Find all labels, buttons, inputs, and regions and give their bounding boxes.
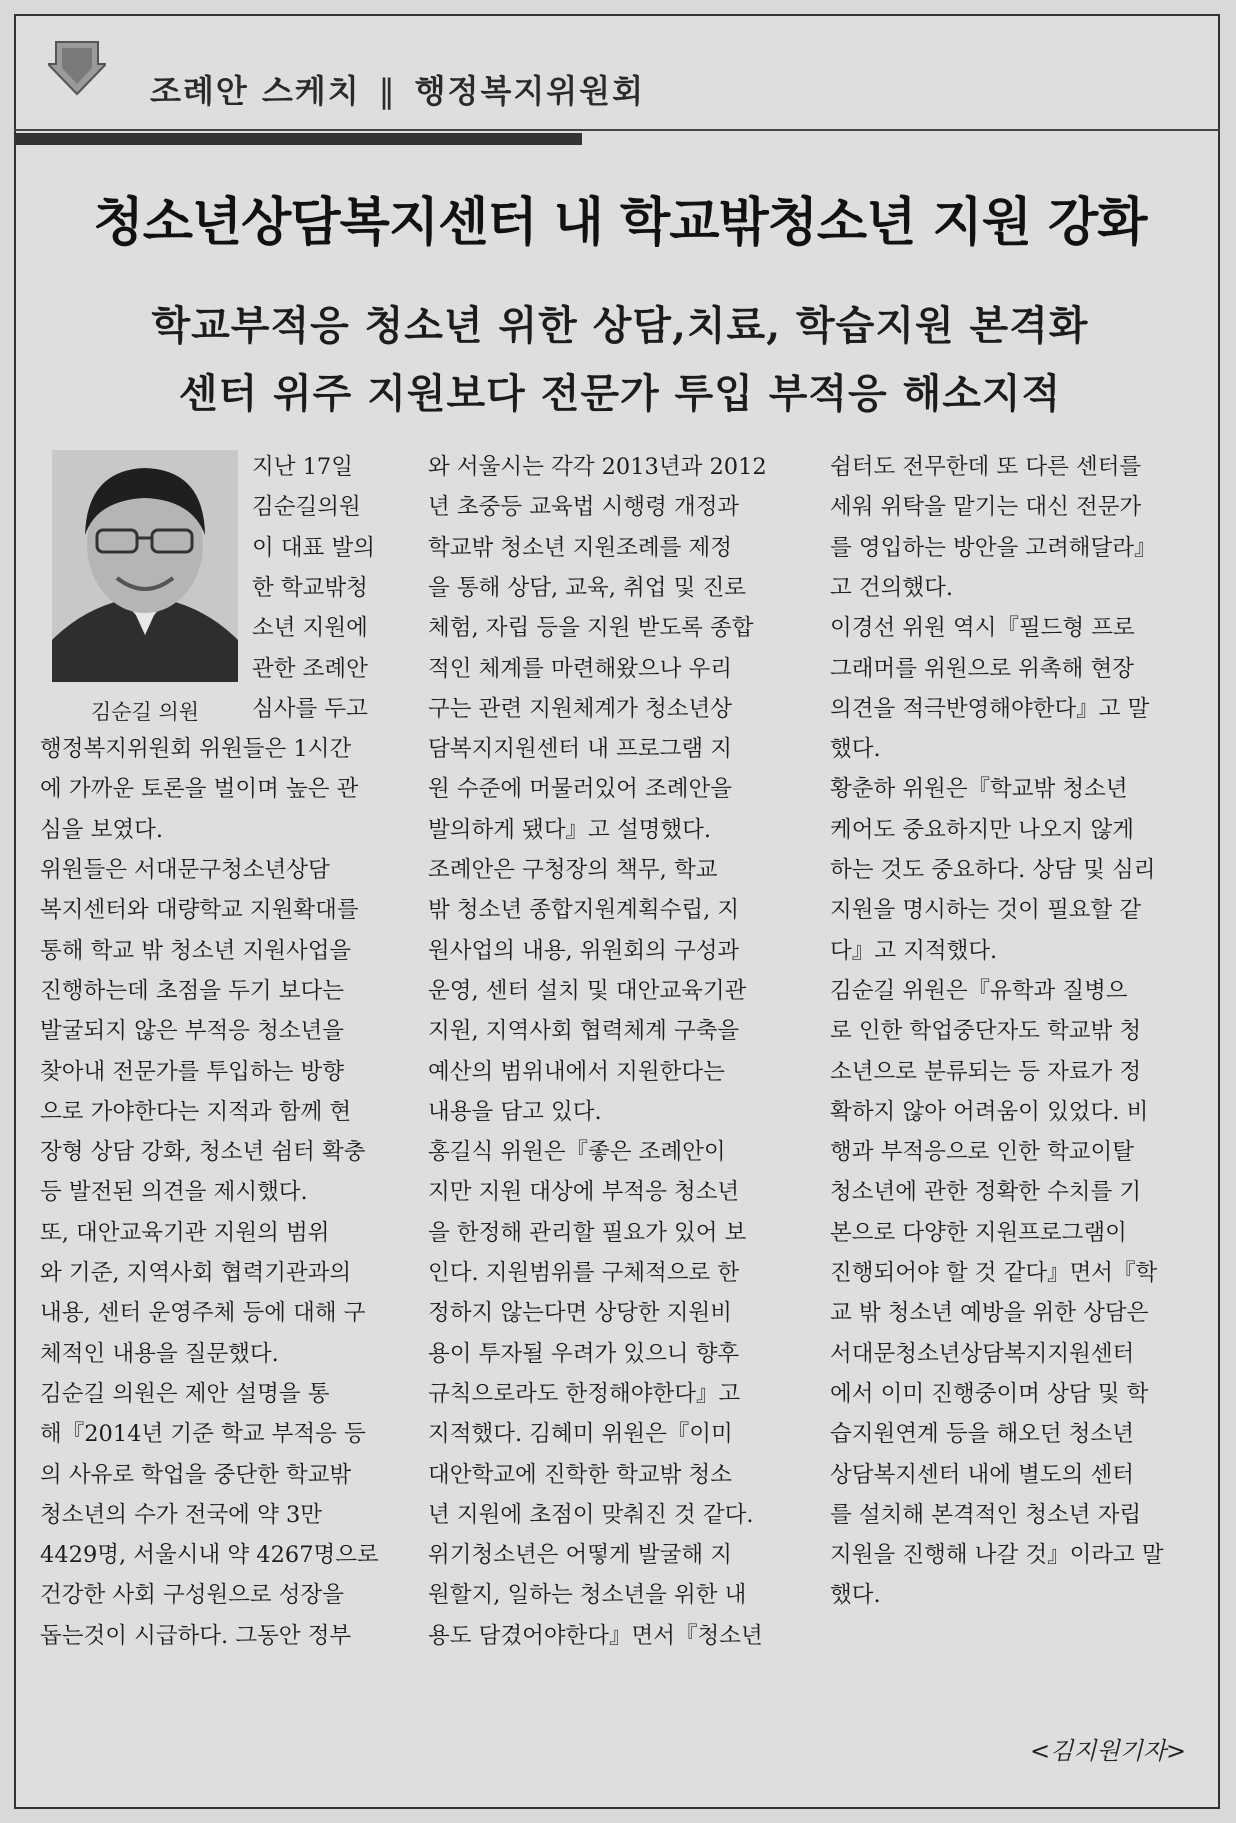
column-3-line: 쉼터도 전무한데 또 다른 센터를 xyxy=(830,454,1142,480)
subhead-2: 센터 위주 지원보다 전문가 투입 부적응 해소지적 xyxy=(178,370,1062,417)
column-2-line: 와 서울시는 각각 2013년과 2012 xyxy=(428,454,767,480)
column-3-line: 다』고 지적했다. xyxy=(830,937,998,964)
column-2-line: 규칙으로라도 한정해야한다』고 xyxy=(428,1380,741,1407)
column-1-line: 한 학교밖청 xyxy=(252,574,368,601)
column-2-line: 용도 담겼어야한다』면서『청소년 xyxy=(428,1622,763,1649)
column-1-line: 관한 조례안 xyxy=(252,655,368,682)
column-3-line: 했다. xyxy=(830,1582,881,1609)
column-2-line: 지원, 지역사회 협력체계 구축을 xyxy=(428,1018,740,1045)
column-3-line: 케어도 중요하지만 나오지 않게 xyxy=(830,816,1135,843)
column-1-line: 돕는것이 시급하다. 그동안 정부 xyxy=(40,1622,352,1649)
column-2-line: 위기청소년은 어떻게 발굴해 지 xyxy=(428,1542,733,1569)
column-1-line: 와 기준, 지역사회 협력기관과의 xyxy=(40,1260,352,1286)
column-1-line: 건강한 사회 구성원으로 성장을 xyxy=(40,1582,345,1609)
column-3-line: 를 설치해 본격적인 청소년 자립 xyxy=(830,1501,1142,1528)
column-1-line: 장형 상담 강화, 청소년 쉼터 확충 xyxy=(40,1139,366,1166)
column-1-line: 이 대표 발의 xyxy=(252,534,375,561)
column-3-line: 진행되어야 할 것 같다』면서『학 xyxy=(830,1260,1158,1286)
column-2-line: 운영, 센터 설치 및 대안교육기관 xyxy=(428,977,747,1004)
column-3-line: 김순길 위원은『유학과 질병으 xyxy=(830,977,1128,1004)
column-3-line: 소년으로 분류되는 등 자료가 정 xyxy=(830,1058,1142,1085)
column-1-line: 또, 대안교육기관 지원의 범위 xyxy=(40,1219,330,1246)
column-3-line: 확하지 않아 어려움이 있었다. 비 xyxy=(830,1098,1149,1125)
column-3-line: 하는 것도 중요하다. 상담 및 심리 xyxy=(830,857,1156,883)
column-1-line: 심을 보였다. xyxy=(40,816,163,843)
column-2-line: 체험, 자립 등을 지원 받도록 종합 xyxy=(428,615,754,642)
column-1-line: 김순길 의원은 제안 설명을 통 xyxy=(40,1380,330,1407)
column-2-line: 원할지, 일하는 청소년을 위한 내 xyxy=(428,1582,747,1609)
column-2-line: 지만 지원 대상에 부적응 청소년 xyxy=(428,1179,740,1206)
column-2-line: 예산의 범위내에서 지원한다는 xyxy=(428,1058,725,1085)
column-2-line: 홍길식 위원은『좋은 조례안이 xyxy=(428,1139,726,1166)
column-1-line: 내용, 센터 운영주체 등에 대해 구 xyxy=(40,1300,366,1327)
column-1-line: 진행하는데 초점을 두기 보다는 xyxy=(40,977,345,1004)
column-1-line: 으로 가야한다는 지적과 함께 현 xyxy=(40,1098,352,1125)
column-1-line: 통해 학교 밖 청소년 지원사업을 xyxy=(40,937,352,964)
column-2-line: 적인 체계를 마련해왔으나 우리 xyxy=(428,655,733,682)
column-3-line: 로 인한 학업중단자도 학교밖 청 xyxy=(830,1018,1142,1045)
column-2-line: 원사업의 내용, 위원회의 구성과 xyxy=(428,937,740,964)
column-3-line: 했다. xyxy=(830,736,881,763)
column-3-line: 지원을 진행해 나갈 것』이라고 말 xyxy=(830,1542,1164,1569)
section-label: 조례안 스케치 xyxy=(150,72,361,110)
column-2-line: 내용을 담고 있다. xyxy=(428,1098,602,1125)
column-2-line: 을 통해 상담, 교육, 취업 및 진로 xyxy=(428,574,747,601)
column-1-line: 의 사유로 학업을 중단한 학교밖 xyxy=(40,1461,352,1488)
headline: 청소년상담복지센터 내 학교밖청소년 지원 강화 xyxy=(93,193,1147,253)
column-3-line: 그래머를 위원으로 위촉해 현장 xyxy=(830,655,1135,682)
column-3-line: 의견을 적극반영해야한다』고 말 xyxy=(830,695,1150,722)
column-2-line: 담복지지원센터 내 프로그램 지 xyxy=(428,736,733,763)
column-1-line: 지난 17일 xyxy=(252,454,353,480)
column-2-line: 용이 투자될 우려가 있으니 향후 xyxy=(428,1340,740,1367)
column-1-line: 해『2014년 기준 학교 부적응 등 xyxy=(40,1421,366,1448)
byline: <김지원기자> xyxy=(1030,1737,1187,1765)
column-2-line: 밖 청소년 종합지원계획수립, 지 xyxy=(428,897,740,924)
committee-label: 행정복지위원회 xyxy=(414,72,646,110)
column-3-line: 이경선 위원 역시『필드형 프로 xyxy=(830,615,1135,642)
column-1-line: 발굴되지 않은 부적응 청소년을 xyxy=(40,1018,345,1045)
section-header xyxy=(150,66,645,112)
column-3-line: 세워 위탁을 맡기는 대신 전문가 xyxy=(830,494,1142,521)
column-1-line: 복지센터와 대량학교 지원확대를 xyxy=(40,897,359,924)
column-1-line: 소년 지원에 xyxy=(252,615,368,642)
header-bar xyxy=(14,133,582,145)
column-2-line: 대안학교에 진학한 학교밖 청소 xyxy=(428,1461,733,1488)
column-3-line: 행과 부적응으로 인한 학교이탈 xyxy=(830,1139,1135,1166)
column-3-line: 에서 이미 진행중이며 상담 및 학 xyxy=(830,1380,1149,1407)
column-1-line: 행정복지위원회 위원들은 1시간 xyxy=(40,736,352,763)
subhead-1: 학교부적응 청소년 위한 상담,치료, 학습지원 본격화 xyxy=(151,302,1089,349)
column-2-line: 인다. 지원범위를 구체적으로 한 xyxy=(428,1260,740,1286)
column-3-line: 습지원연계 등을 해오던 청소년 xyxy=(830,1421,1135,1448)
column-3-line: 서대문청소년상담복지지원센터 xyxy=(830,1340,1135,1367)
column-1-line: 위원들은 서대문구청소년상담 xyxy=(40,857,330,883)
column-2-line: 원 수준에 머물러있어 조례안을 xyxy=(428,776,733,803)
column-1-line: 에 가까운 토론을 벌이며 높은 관 xyxy=(40,776,359,803)
column-2-line: 정하지 않는다면 상당한 지원비 xyxy=(428,1300,733,1327)
column-1-line: 청소년의 수가 전국에 약 3만 xyxy=(40,1501,323,1528)
column-1-line: 등 발전된 의견을 제시했다. xyxy=(40,1179,308,1206)
photo-caption: 김순길 의원 xyxy=(90,700,200,724)
column-3-line: 본으로 다양한 지원프로그램이 xyxy=(830,1219,1127,1246)
column-3-line: 황춘하 위원은『학교밖 청소년 xyxy=(830,776,1128,803)
column-3-line: 지원을 명시하는 것이 필요할 같 xyxy=(830,897,1142,924)
down-arrow-icon xyxy=(48,38,106,96)
header-rule xyxy=(14,129,1220,131)
column-2-line: 을 한정해 관리할 필요가 있어 보 xyxy=(428,1219,747,1246)
column-2-line: 조례안은 구청장의 책무, 학교 xyxy=(428,857,718,883)
column-3-line: 청소년에 관한 정확한 수치를 기 xyxy=(830,1179,1142,1206)
column-2-line: 학교밖 청소년 지원조례를 제정 xyxy=(428,534,733,561)
column-1-line: 심사를 두고 xyxy=(252,695,368,722)
column-2-line: 구는 관련 지원체계가 청소년상 xyxy=(428,695,733,722)
column-3-line: 상담복지센터 내에 별도의 센터 xyxy=(830,1461,1135,1488)
column-2-line: 지적했다. 김혜미 위원은『이미 xyxy=(428,1421,733,1448)
column-1-line: 체적인 내용을 질문했다. xyxy=(40,1340,279,1367)
column-2-line: 발의하게 됐다』고 설명했다. xyxy=(428,816,712,843)
column-3-line: 교 밖 청소년 예방을 위한 상담은 xyxy=(830,1300,1149,1327)
column-1-line: 4429명, 서울시내 약 4267명으로 xyxy=(40,1542,379,1569)
councilor-photo xyxy=(52,450,238,682)
column-1-line: 김순길의원 xyxy=(252,494,361,521)
column-3-line: 를 영입하는 방안을 고려해달라』 xyxy=(830,534,1157,561)
column-2-line: 년 지원에 초점이 맞춰진 것 같다. xyxy=(428,1501,754,1528)
column-2-line: 년 초중등 교육법 시행령 개정과 xyxy=(428,494,740,521)
column-3-line: 고 건의했다. xyxy=(830,574,953,601)
section-separator: ‖ xyxy=(378,72,397,110)
column-1-line: 찾아내 전문가를 투입하는 방향 xyxy=(40,1058,345,1085)
